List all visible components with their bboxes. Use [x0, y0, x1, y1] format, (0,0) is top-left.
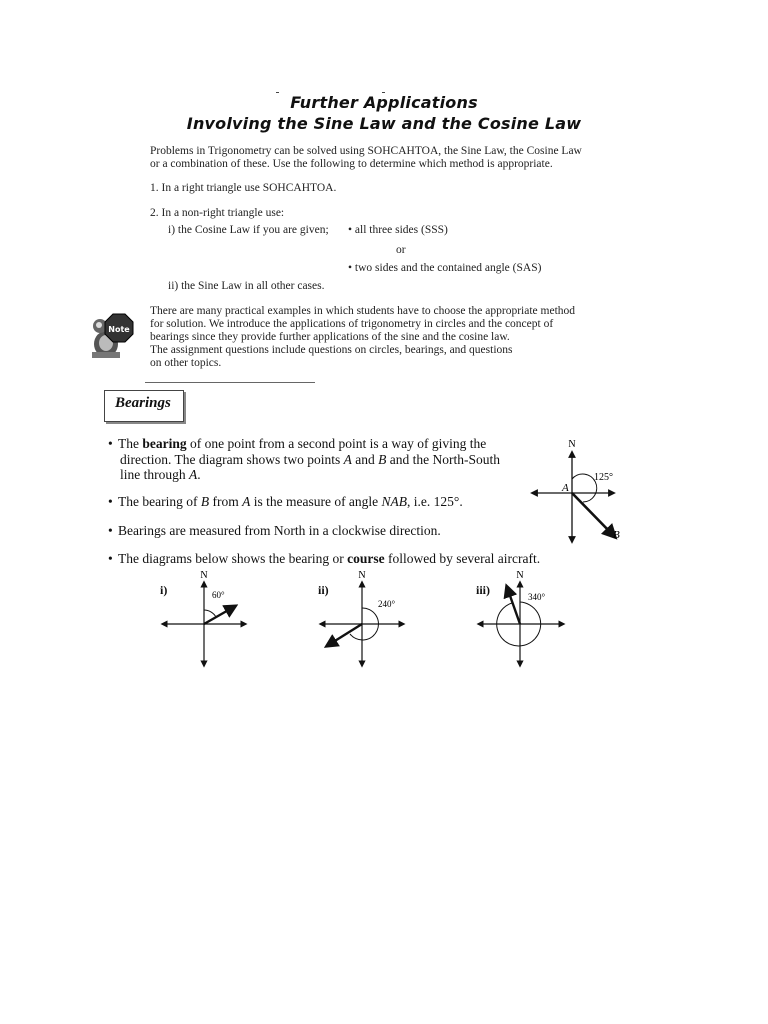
bearings-heading-box [104, 390, 184, 422]
bullet-2: • The bearing of B from A is the measure of angle NAB, i.e. 125°. [108, 494, 463, 509]
note-line-2: for solution. We introduce the applications of trigonometry in circles and the concept of [150, 318, 554, 330]
point-a-label: A [562, 482, 569, 494]
rule-2-i-or: or [396, 244, 406, 256]
bullet-1-line-1: • The bearing of one point from a second point is a way of giving the [108, 436, 487, 451]
course-arrow [330, 624, 362, 644]
page-title: Further Applications [290, 93, 478, 112]
bullet-1-line-2: direction. The diagram shows two points A and B and the North-South [120, 452, 500, 467]
example-ii-diagram [316, 568, 406, 668]
rule-2-i-option-sas: • two sides and the contained angle (SAS) [348, 262, 542, 274]
rule-2-ii: ii) the Sine Law in all other cases. [168, 280, 325, 292]
title-mark [382, 92, 385, 93]
north-label: N [358, 570, 366, 581]
example-iii-diagram [474, 568, 570, 668]
angle-label: 125° [594, 472, 613, 483]
angle-label: 340° [528, 592, 546, 602]
rule-2-i-option-sss: • all three sides (SSS) [348, 224, 448, 236]
page-subtitle: Involving the Sine Law and the Cosine Law [186, 114, 582, 133]
north-label: N [568, 439, 576, 450]
bearing-diagram [526, 436, 626, 548]
example-ii-label: ii) [318, 583, 329, 597]
note-line-1: There are many practical examples in which students have to choose the appropriate method [150, 305, 576, 317]
bullet-4: • The diagrams below shows the bearing or course followed by several aircraft. [108, 551, 541, 566]
intro-line-1: Problems in Trigonometry can be solved using SOHCAHTOA, the Sine Law, the Cosine Law [150, 145, 582, 157]
divider [145, 382, 315, 383]
intro-line-2: or a combination of these. Use the following to determine which method is appropriate. [150, 158, 553, 170]
point-b-label: B [613, 529, 620, 541]
rule-2: 2. In a non-right triangle use: [150, 207, 285, 219]
rule-2-i: i) the Cosine Law if you are given; [168, 224, 329, 236]
note-line-3: bearings since they provide further applications of the sine and the cosine law. [150, 331, 510, 343]
course-arrow [508, 590, 520, 624]
north-label: N [200, 570, 208, 581]
note-line-5: on other topics. [150, 357, 222, 369]
bullet-1-line-3: line through A. [120, 467, 201, 482]
example-i-diagram [160, 568, 250, 668]
bearings-heading: Bearings [115, 395, 171, 411]
bullet-3: • Bearings are measured from North in a clockwise direction. [108, 523, 441, 538]
title-mark [276, 92, 279, 93]
example-iii-label: iii) [476, 583, 490, 597]
north-label: N [516, 570, 524, 581]
note-icon [88, 310, 142, 360]
rule-1: 1. In a right triangle use SOHCAHTOA. [150, 182, 337, 194]
example-i-label: i) [160, 583, 168, 597]
note-line-4: The assignment questions include questions on circles, bearings, and questions [150, 344, 513, 356]
note-icon-label: Note [108, 325, 130, 334]
angle-label: 60° [212, 590, 225, 600]
angle-label: 240° [378, 599, 396, 609]
